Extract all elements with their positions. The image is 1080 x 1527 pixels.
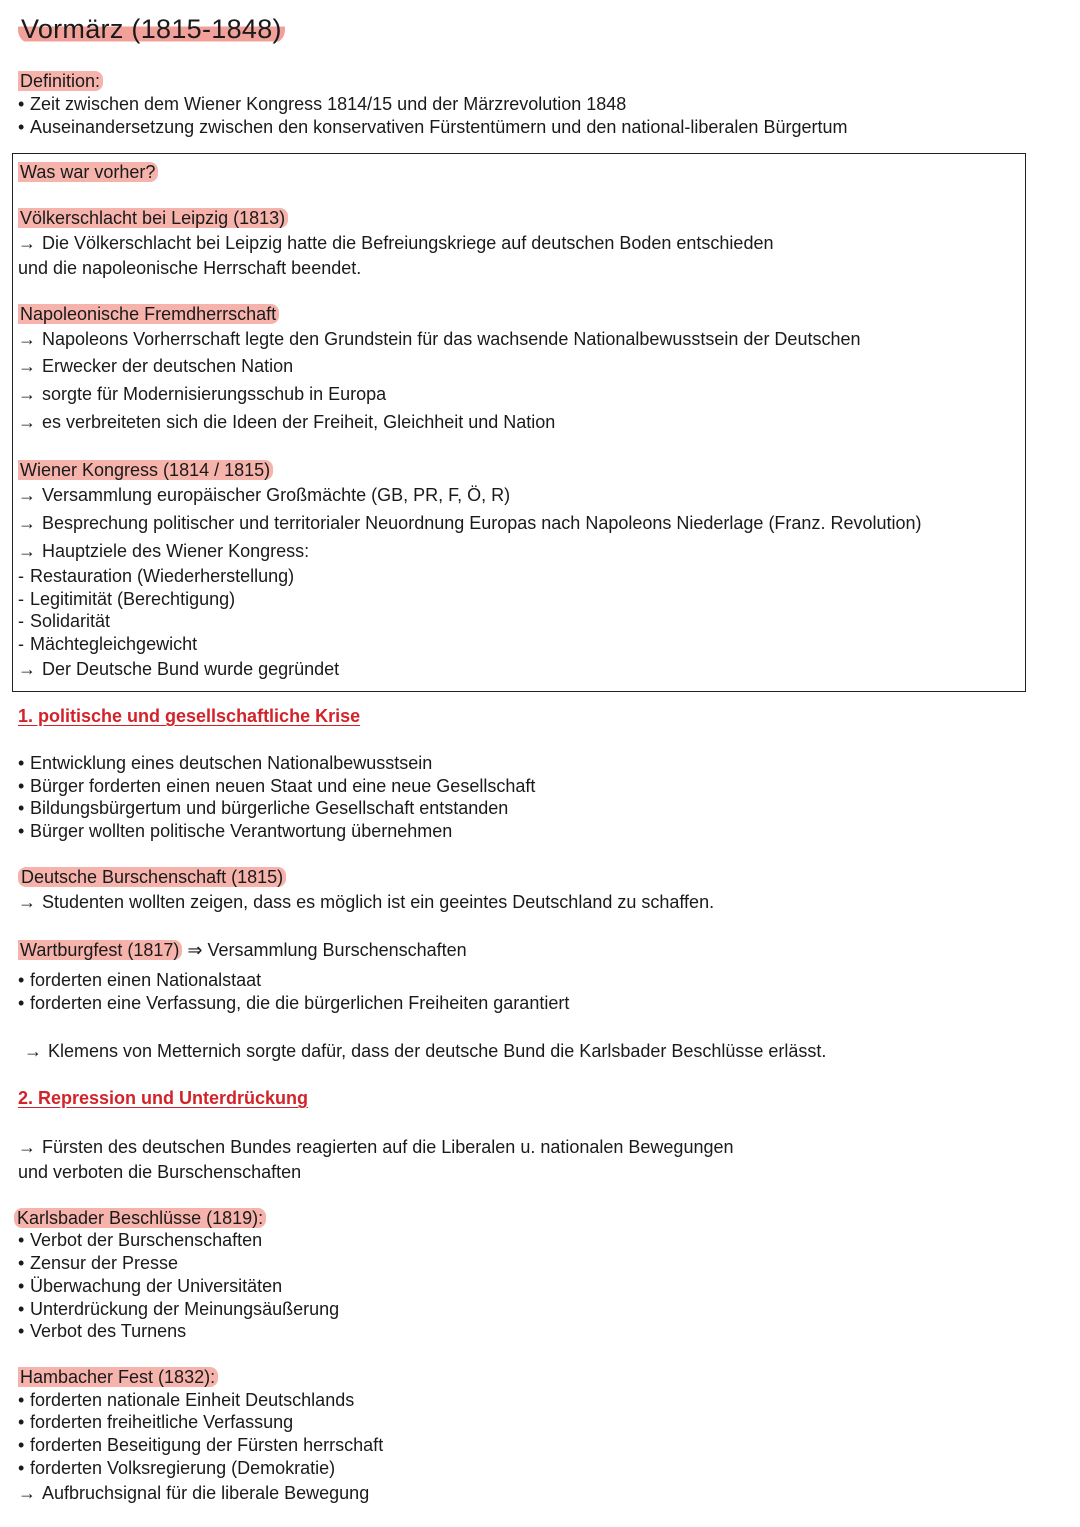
bullet-glyph: •: [18, 1390, 25, 1410]
bullet-glyph: •: [18, 776, 25, 796]
fremdherrschaft-heading: Napoleonische Fremdherrschaft: [18, 304, 279, 324]
arrow-glyph: →: [18, 485, 36, 505]
bullet-glyph: •: [18, 993, 25, 1013]
arrow-glyph: →: [18, 356, 36, 376]
dash-glyph: -: [18, 566, 24, 586]
metternich-line: → Klemens von Metternich sorgte dafür, dass der deutsche Bund die Karlsbader Beschlüsse erlässt.: [24, 1041, 827, 1061]
karlsbad-heading: Karlsbader Beschlüsse (1819):: [14, 1208, 266, 1228]
vorher-label-line: [18, 161, 158, 183]
fremdherrschaft-item: → Napoleons Vorherrschaft legte den Grundstein für das wachsende Nationalbewusstsein der Deutschen: [18, 329, 861, 349]
arrow-glyph: →: [18, 329, 36, 349]
section2-intro: → Fürsten des deutschen Bundes reagierten auf die Liberalen u. nationalen Bewegungen: [18, 1137, 734, 1157]
arrow-glyph: →: [18, 1483, 36, 1503]
wartburgfest-bullet: • forderten eine Verfassung, die die bürgerlichen Freiheiten garantiert: [18, 993, 570, 1013]
leipzig-heading: Völkerschlacht bei Leipzig (1813): [18, 208, 288, 228]
arrow-glyph: →: [18, 541, 36, 561]
bullet-glyph: •: [18, 117, 25, 137]
kongress-item: → Besprechung politischer und territorialer Neuordnung Europas nach Napoleons Niederlage (Franz. Revolution): [18, 513, 922, 533]
kongress-closing: → Der Deutsche Bund wurde gegründet: [18, 659, 340, 679]
bullet-glyph: •: [18, 94, 25, 114]
hambach-bullet: • forderten Beseitigung der Fürsten herrschaft: [18, 1435, 384, 1455]
page-title-text: Vormärz (1815-1848): [18, 14, 285, 44]
kongress-item: → Versammlung europäischer Großmächte (GB, PR, F, Ö, R): [18, 485, 511, 505]
arrow-glyph: →: [18, 659, 36, 679]
karlsbad-bullet: • Verbot des Turnens: [18, 1321, 187, 1341]
leipzig-line: → Die Völkerschlacht bei Leipzig hatte die Befreiungskriege auf deutschen Boden entschieden: [18, 233, 774, 253]
kongress-ziel: - Restauration (Wiederherstellung): [18, 566, 295, 586]
section2-intro: und verboten die Burschenschaften: [18, 1162, 302, 1182]
fremdherrschaft-heading-line: [18, 303, 279, 325]
arrow-glyph: →: [18, 892, 36, 912]
arrow-glyph: →: [18, 384, 36, 404]
bullet-glyph: •: [18, 821, 25, 841]
karlsbad-bullet: • Zensur der Presse: [18, 1253, 179, 1273]
hambach-heading-line: [18, 1366, 218, 1388]
definition-bullet: • Auseinandersetzung zwischen den konservativen Fürstentümern und den national-liberalen Bürgertum: [18, 117, 848, 137]
arrow-glyph: →: [18, 1137, 36, 1157]
bullet-glyph: •: [18, 970, 25, 990]
hambach-bullet: • forderten Volksregierung (Demokratie): [18, 1458, 336, 1478]
arrow-glyph: →: [24, 1041, 42, 1061]
fremdherrschaft-item: → es verbreiteten sich die Ideen der Freiheit, Gleichheit und Nation: [18, 412, 556, 432]
section2-heading: 2. Repression und Unterdrückung: [18, 1088, 309, 1108]
bullet-glyph: •: [18, 753, 25, 773]
hambach-bullet: • forderten nationale Einheit Deutschlands: [18, 1390, 355, 1410]
wartburgfest-bullet: • forderten einen Nationalstaat: [18, 970, 262, 990]
wartburgfest-heading: Wartburgfest (1817): [18, 940, 182, 960]
arrow-glyph: →: [18, 233, 36, 253]
definition-bullet: • Zeit zwischen dem Wiener Kongress 1814/15 und der Märzrevolution 1848: [18, 94, 627, 114]
wartburgfest-heading-line: [18, 939, 467, 961]
bullet-glyph: •: [18, 1230, 25, 1250]
kongress-heading-line: [18, 459, 273, 481]
burschenschaft-heading-line: [18, 866, 286, 888]
section1-bullet: • Bildungsbürgertum und bürgerliche Gesellschaft entstanden: [18, 798, 509, 818]
karlsbad-heading-line: [14, 1207, 266, 1229]
bullet-glyph: •: [18, 1299, 25, 1319]
kongress-heading: Wiener Kongress (1814 / 1815): [18, 460, 273, 480]
arrow-glyph: →: [18, 513, 36, 533]
section1-bullet: • Bürger forderten einen neuen Staat und eine neue Gesellschaft: [18, 776, 536, 796]
dash-glyph: -: [18, 634, 24, 654]
wartburgfest-after: ⇒ Versammlung Burschenschaften: [187, 940, 467, 960]
burschenschaft-heading: Deutsche Burschenschaft (1815): [18, 867, 286, 887]
bullet-glyph: •: [18, 1412, 25, 1432]
section1-bullet: • Bürger wollten politische Verantwortung übernehmen: [18, 821, 453, 841]
section1-heading: 1. politische und gesellschaftliche Krise: [18, 706, 361, 726]
dash-glyph: -: [18, 611, 24, 631]
kongress-ziel: - Legitimität (Berechtigung): [18, 589, 236, 609]
leipzig-heading-line: [18, 207, 288, 229]
leipzig-line: und die napoleonische Herrschaft beendet.: [18, 258, 362, 278]
page-title: [18, 14, 285, 45]
bullet-glyph: •: [18, 1321, 25, 1341]
vorher-label: Was war vorher?: [18, 162, 158, 182]
definition-label: Definition:: [18, 71, 103, 91]
arrow-glyph: →: [18, 412, 36, 432]
burschenschaft-text: → Studenten wollten zeigen, dass es möglich ist ein geeintes Deutschland zu schaffen.: [18, 892, 715, 912]
bullet-glyph: •: [18, 1253, 25, 1273]
bullet-glyph: •: [18, 1435, 25, 1455]
fremdherrschaft-item: → sorgte für Modernisierungsschub in Europa: [18, 384, 387, 404]
bullet-glyph: •: [18, 1458, 25, 1478]
hambach-heading: Hambacher Fest (1832):: [18, 1367, 218, 1387]
definition-label-line: [18, 70, 103, 92]
hambach-bullet: • forderten freiheitliche Verfassung: [18, 1412, 294, 1432]
kongress-item: → Hauptziele des Wiener Kongress:: [18, 541, 310, 561]
hambach-closing: → Aufbruchsignal für die liberale Bewegung: [18, 1483, 370, 1503]
kongress-ziel: - Mächtegleichgewicht: [18, 634, 198, 654]
fremdherrschaft-item: → Erwecker der deutschen Nation: [18, 356, 294, 376]
karlsbad-bullet: • Überwachung der Universitäten: [18, 1276, 283, 1296]
bullet-glyph: •: [18, 1276, 25, 1296]
kongress-ziel: - Solidarität: [18, 611, 111, 631]
bullet-glyph: •: [18, 798, 25, 818]
karlsbad-bullet: • Verbot der Burschenschaften: [18, 1230, 263, 1250]
section1-bullet: • Entwicklung eines deutschen Nationalbewusstsein: [18, 753, 433, 773]
karlsbad-bullet: • Unterdrückung der Meinungsäußerung: [18, 1299, 340, 1319]
dash-glyph: -: [18, 589, 24, 609]
